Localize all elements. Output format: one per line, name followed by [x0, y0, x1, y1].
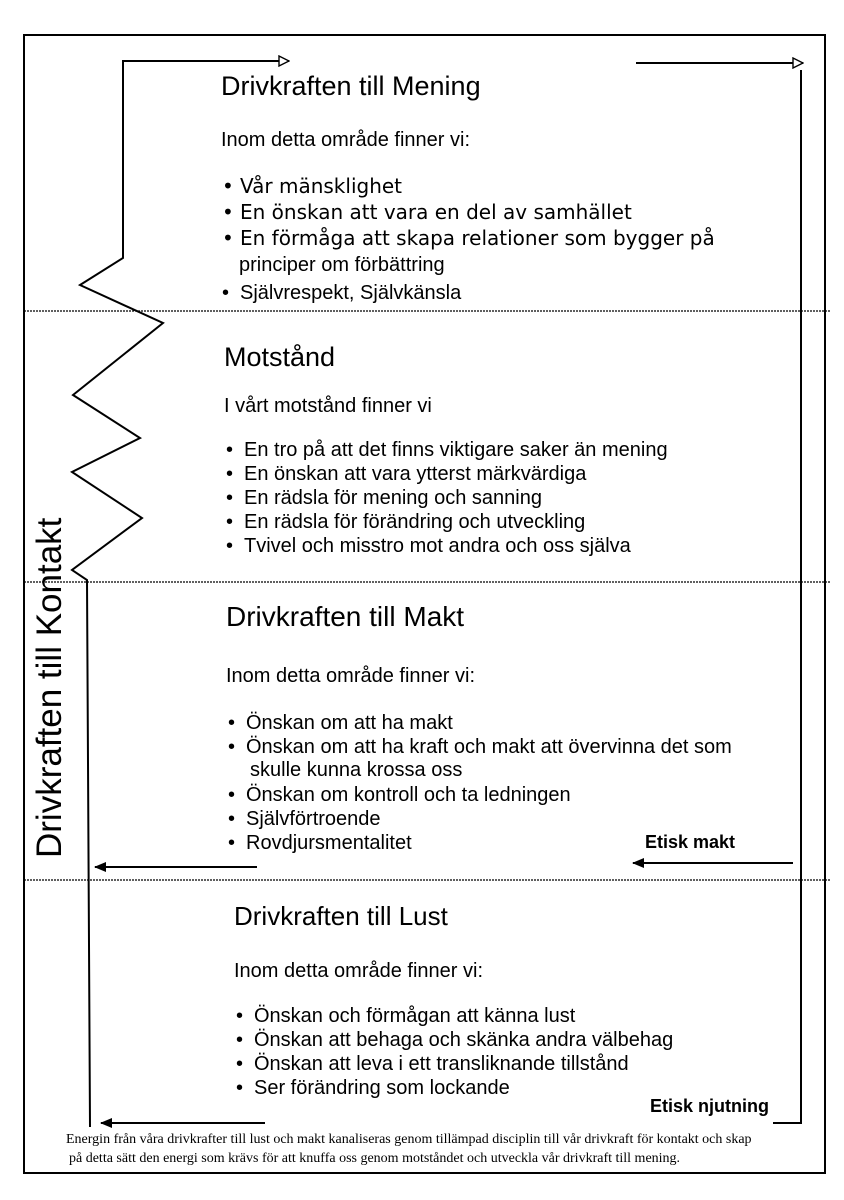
section-intro-mening: Inom detta område finner vi: [221, 129, 471, 151]
section-intro-motstand: I vårt motstånd finner vi [224, 395, 432, 417]
list-item: • Självrespekt, Självkänsla [222, 281, 461, 305]
section-title-mening: Drivkraften till Mening [221, 71, 481, 101]
label-etisk-njutning: Etisk njutning [650, 1096, 769, 1116]
list-item: • Önskan att leva i ett transliknande tillstånd [236, 1052, 673, 1076]
section-title-makt: Drivkraften till Makt [226, 601, 465, 632]
list-item: • Rovdjursmentalitet [228, 831, 571, 855]
section-list-makt-cont [228, 783, 571, 855]
list-item: • Önskan om kontroll och ta ledningen [228, 783, 571, 807]
list-item: • En rädsla för mening och sanning [226, 486, 668, 510]
section-title-lust: Drivkraften till Lust [234, 901, 448, 931]
footer-line-1: Energin från våra drivkrafter till lust och makt kanaliseras genom tillämpad disciplin till vår drivkraft för kontakt och skap [66, 1132, 752, 1147]
list-item: • En önskan att vara en del av samhället [222, 199, 715, 225]
list-item-continuation: principer om förbättring [239, 254, 445, 276]
list-item: • En förmåga att skapa relationer som bygger på [222, 225, 715, 251]
list-item: • Önskan och förmågan att känna lust [236, 1004, 673, 1028]
footer-line-2: på detta sätt den energi som krävs för att knuffa oss genom motståndet och utveckla vår drivkraft till mening. [69, 1151, 681, 1166]
list-item: • En rädsla för förändring och utveckling [226, 510, 668, 534]
list-item: • En önskan att vara ytterst märkvärdiga [226, 462, 668, 486]
list-item: • Önskan att behaga och skänka andra välbehag [236, 1028, 673, 1052]
list-item: • Ser förändring som lockande [236, 1076, 673, 1100]
right-vertical-line [773, 70, 801, 1123]
list-item: • Önskan om att ha kraft och makt att övervinna det som [228, 735, 732, 759]
section-list-makt [228, 711, 732, 759]
list-item: • Vår mänsklighet [222, 173, 715, 199]
list-item: • Självförtroende [228, 807, 571, 831]
label-etisk-makt: Etisk makt [645, 832, 736, 852]
vertical-label-kontakt: Drivkraften till Kontakt [30, 517, 69, 858]
list-item: • En tro på att det finns viktigare saker än mening [226, 438, 668, 462]
section-intro-lust: Inom detta område finner vi: [234, 960, 484, 982]
section-title-motstand: Motstånd [224, 342, 336, 372]
section-intro-makt: Inom detta område finner vi: [226, 665, 476, 687]
list-item: • Tvivel och misstro mot andra och oss själva [226, 534, 668, 558]
section-list-mening-cont [222, 281, 461, 305]
section-list-motstand [226, 438, 668, 558]
list-item: • Önskan om att ha makt [228, 711, 732, 735]
list-item-continuation: skulle kunna krossa oss [250, 759, 463, 781]
section-list-mening [222, 173, 715, 251]
section-list-lust [236, 1004, 673, 1100]
footer-caption [66, 1130, 844, 1168]
